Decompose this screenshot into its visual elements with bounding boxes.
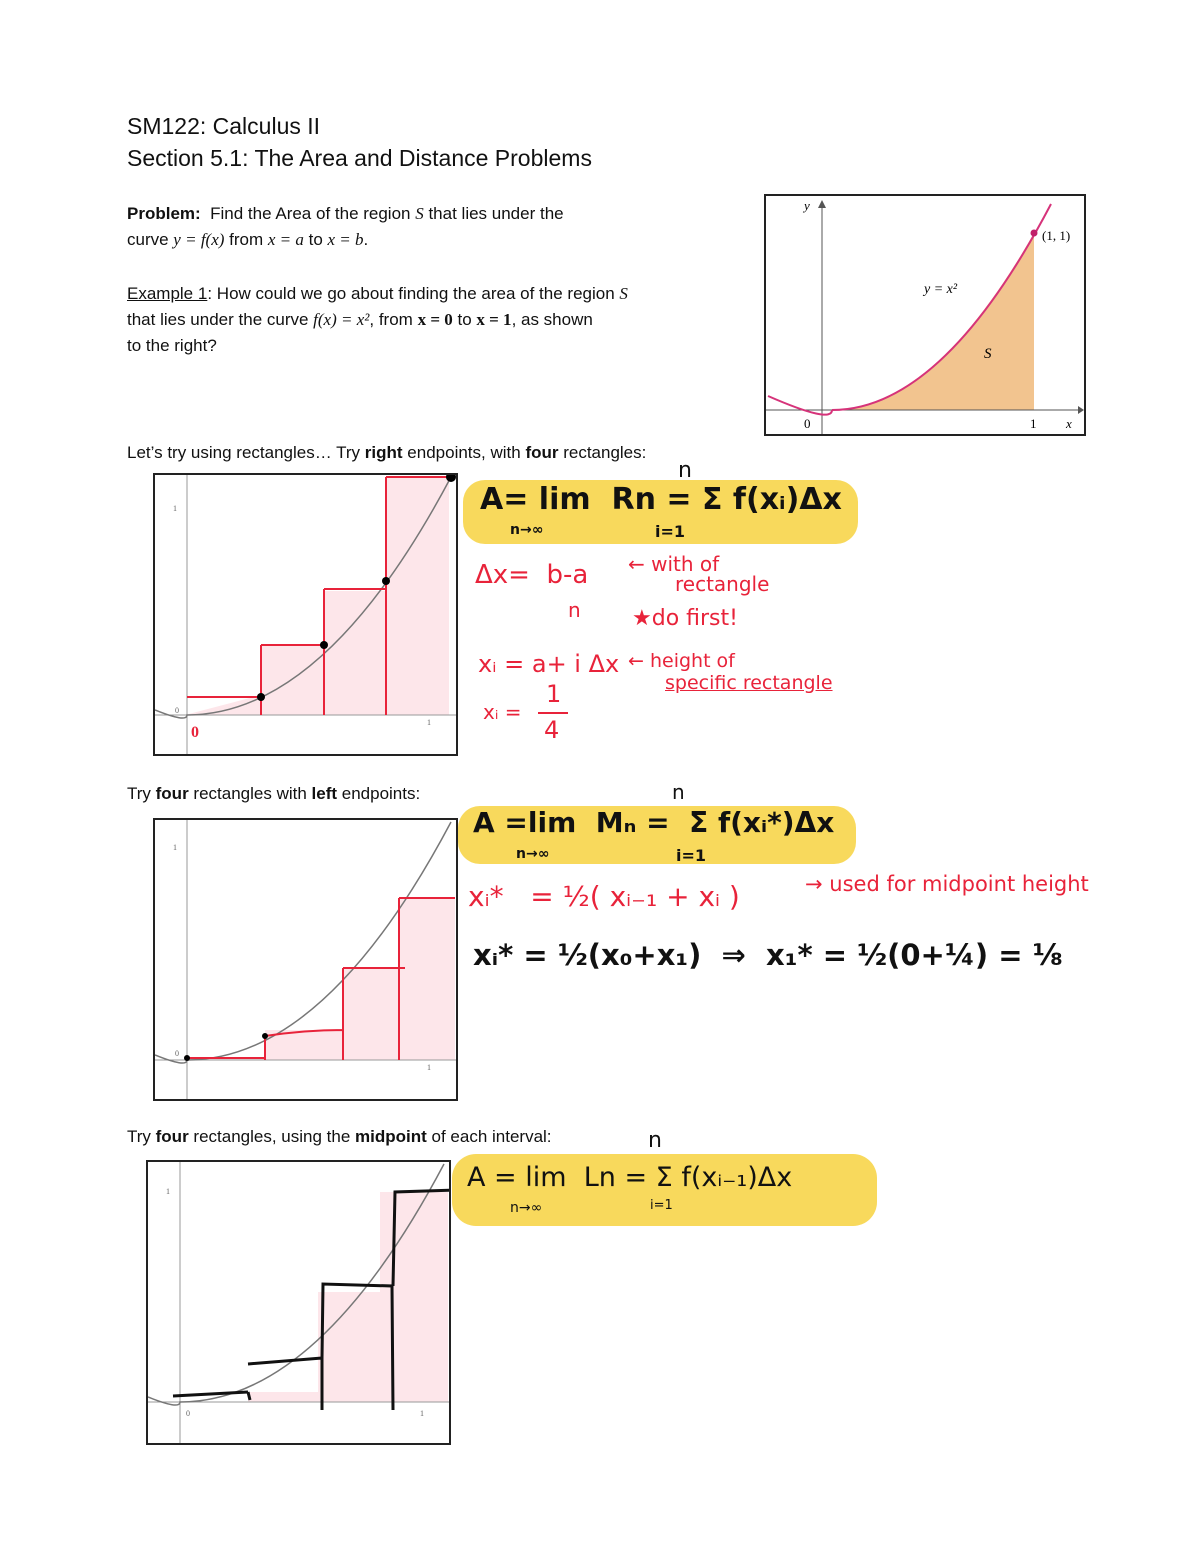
prompt-bold: four [525,443,559,462]
hw-n-top: n [672,780,685,804]
example1-text: that lies under the curve [127,310,314,329]
x-axis-label: x [1066,416,1072,431]
hw-mid-formula: A = lim Ln = Σ f(xᵢ₋₁)Δx [467,1162,793,1193]
right-point-2 [320,641,328,649]
hw-i-start: i=1 [650,1198,673,1213]
handwritten-zero: 0 [191,724,199,741]
point-label: (1, 1) [1042,228,1071,243]
example1-line-3: to the right? [127,336,217,355]
prompt-bold: midpoint [355,1127,427,1146]
hw-dx-note2: rectangle [675,572,770,596]
left-point-1 [184,1055,190,1061]
course-title: SM122: Calculus II [127,113,321,139]
math-x-b: x = b [327,230,364,249]
tick-one-x: 1 [427,1063,431,1072]
example1-line-2 [127,307,747,333]
x-axis-arrow-icon [1078,406,1084,414]
tick-one-x: 1 [427,718,431,727]
x-one-label: 1 [1030,416,1037,431]
graph-left-endpoints [153,818,458,1101]
hw-dx-den: n [568,598,581,622]
math-S: S [619,284,628,303]
rect-fill [185,477,449,715]
hw-i-start: i=1 [655,522,686,541]
right-point-3 [382,577,390,585]
right-point-1 [257,693,265,701]
example1-line-1 [127,281,747,307]
example1-text: , from [369,310,418,329]
hw-n-top: n [648,1128,662,1153]
prompt-text: of each interval: [426,1127,552,1146]
left-endpoints-prompt [127,781,747,807]
hw-midpoint-calc: xᵢ* = ½(x₀+x₁) ⇒ x₁* = ½(0+¼) = ⅛ [473,938,1063,972]
tick-one-x: 1 [420,1409,424,1418]
section-title: Section 5.1: The Area and Distance Problems [127,145,592,171]
math-y-fx: y = f(x) [173,230,225,249]
prompt-bold: four [155,1127,189,1146]
left-point-2 [262,1033,268,1039]
problem-label: Problem: [127,204,201,223]
hw-n-limit: n→∞ [510,1200,543,1216]
example1-text: How could we go about finding the area of the region [212,284,620,303]
hw-xi-den: 4 [544,716,560,744]
problem-text: Find the Area of the region [210,204,416,223]
graph-left-svg [155,820,456,1099]
prompt-text: endpoints, with [402,443,526,462]
example1-text: , as shown [511,310,593,329]
prompt-text: Try [127,1127,156,1146]
hw-xi-star-note: → used for midpoint height [805,872,1089,896]
rect-fill [187,898,455,1060]
graph-midpoints [146,1160,451,1445]
hw-xi-num: 1 [546,680,562,708]
hw-n-limit: n→∞ [510,522,544,538]
tick-zero: 0 [186,1409,190,1418]
hw-i-start: i=1 [676,846,707,865]
math-S: S [415,204,424,223]
hw-xi-note2: specific rectangle [665,672,833,694]
hw-n-top: n [678,458,692,483]
problem-text: that lies under the [423,204,564,223]
hw-fraction-bar [538,712,568,714]
prompt-bold: four [155,784,189,803]
main-figure [764,194,1086,436]
hw-xi-val: xᵢ = [483,700,522,724]
prompt-text: rectangles with [188,784,312,803]
hw-right-formula: A= lim Rn = Σ f(xᵢ)Δx [480,482,842,517]
hw-left-formula: A =lim Mₙ = Σ f(xᵢ*)Δx [473,806,835,839]
tick-zero: 0 [175,1049,179,1058]
prompt-text: endpoints: [337,784,421,803]
tick-one-y: 1 [166,1187,170,1196]
problem-text: to [303,230,328,249]
prompt-text: rectangles: [558,443,647,462]
hw-n-limit: n→∞ [516,846,550,862]
example1-label: Example 1 [127,284,208,303]
right-endpoints-prompt [127,440,747,466]
hw-dx-note1: ← with of [628,552,720,576]
math-x1: x = 1 [476,310,512,329]
tick-one-y: 1 [173,504,177,513]
y-axis-label: y [804,198,810,213]
prompt-bold: right [364,443,403,462]
math-x-a: x = a [267,230,304,249]
math-x0: x = 0 [417,310,453,329]
hw-xi-star: xᵢ* = ½( xᵢ₋₁ + xᵢ ) [468,880,740,913]
y-axis-arrow-icon [818,200,826,208]
tick-zero: 0 [175,706,179,715]
prompt-text: Let’s try using rectangles… Try [127,443,365,462]
hw-xi-note1: ← height of [628,650,735,672]
graph-right-svg [155,475,456,754]
prompt-text: Try [127,784,156,803]
example1-colon: : [207,284,213,303]
graph-right-endpoints [153,473,458,756]
curve-label: y = x² [924,282,958,297]
problem-line-2 [127,227,747,253]
example1-text: to [452,310,477,329]
problem-text: . [363,230,369,249]
prompt-text: rectangles, using the [188,1127,356,1146]
region-label: S [984,346,992,362]
origin-label: 0 [804,416,811,431]
problem-line-1 [127,201,747,227]
point-1-1 [1031,230,1038,237]
region-S-fill [832,233,1034,410]
hw-xi-formula: xᵢ = a+ i Δx [478,650,620,678]
graph-mid-svg [148,1162,449,1443]
hw-dx: Δx= b-a [475,560,589,590]
hw-dx-note3: ★do first! [632,606,738,631]
main-figure-svg [766,196,1084,434]
problem-text: from [224,230,268,249]
prompt-bold: left [311,784,338,803]
tick-one-y: 1 [173,843,177,852]
math-fx: f(x) = x² [313,310,370,329]
problem-text: curve [127,230,174,249]
